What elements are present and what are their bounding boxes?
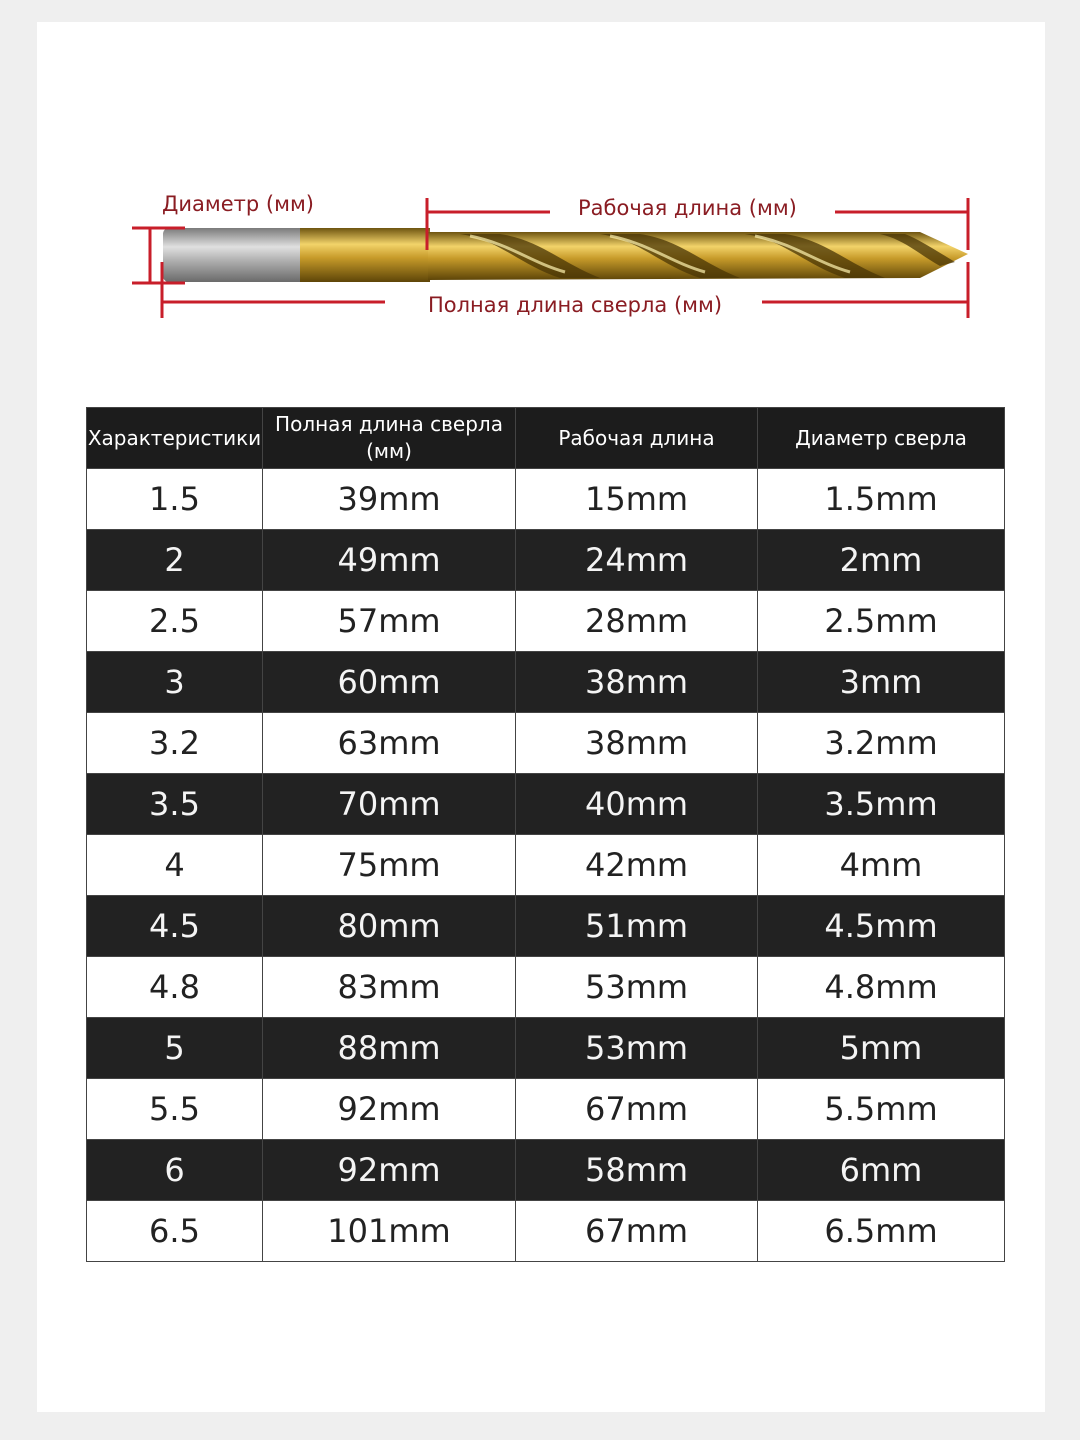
table-row (87, 1079, 1005, 1140)
cell-total-length: 57mm (263, 591, 516, 652)
header-total-length: Полная длина сверла (мм) (263, 408, 516, 469)
cell-size: 6 (87, 1140, 263, 1201)
table-row (87, 469, 1005, 530)
cell-diameter: 6.5mm (758, 1201, 1005, 1262)
cell-working-length: 67mm (516, 1201, 758, 1262)
header-diameter: Диаметр сверла (758, 408, 1005, 469)
working-length-label: Рабочая длина (мм) (578, 196, 797, 220)
cell-size: 2.5 (87, 591, 263, 652)
table-row (87, 1201, 1005, 1262)
header-working-length: Рабочая длина (516, 408, 758, 469)
cell-total-length: 101mm (263, 1201, 516, 1262)
header-characteristics: Характеристики (87, 408, 263, 469)
cell-size: 4.8 (87, 957, 263, 1018)
table-row (87, 957, 1005, 1018)
cell-diameter: 2.5mm (758, 591, 1005, 652)
cell-diameter: 3.5mm (758, 774, 1005, 835)
cell-total-length: 92mm (263, 1079, 516, 1140)
table-row (87, 713, 1005, 774)
table-row (87, 1018, 1005, 1079)
cell-working-length: 67mm (516, 1079, 758, 1140)
cell-size: 3.2 (87, 713, 263, 774)
table-row (87, 774, 1005, 835)
cell-working-length: 51mm (516, 896, 758, 957)
table-row (87, 1140, 1005, 1201)
table-row (87, 652, 1005, 713)
total-length-label: Полная длина сверла (мм) (428, 293, 723, 317)
cell-working-length: 42mm (516, 835, 758, 896)
table-row (87, 896, 1005, 957)
cell-working-length: 38mm (516, 652, 758, 713)
cell-working-length: 53mm (516, 957, 758, 1018)
cell-diameter: 2mm (758, 530, 1005, 591)
cell-diameter: 4.5mm (758, 896, 1005, 957)
cell-total-length: 63mm (263, 713, 516, 774)
drill-shank (163, 228, 308, 282)
table-header-row (87, 408, 1005, 469)
cell-total-length: 70mm (263, 774, 516, 835)
diameter-label: Диаметр (мм) (162, 192, 314, 216)
cell-diameter: 5.5mm (758, 1079, 1005, 1140)
cell-working-length: 38mm (516, 713, 758, 774)
drill-spec-table (86, 407, 1005, 1262)
cell-working-length: 24mm (516, 530, 758, 591)
cell-total-length: 80mm (263, 896, 516, 957)
table-row (87, 835, 1005, 896)
cell-working-length: 58mm (516, 1140, 758, 1201)
cell-working-length: 53mm (516, 1018, 758, 1079)
cell-diameter: 3mm (758, 652, 1005, 713)
cell-diameter: 4.8mm (758, 957, 1005, 1018)
cell-size: 4.5 (87, 896, 263, 957)
drill-body (300, 228, 968, 282)
cell-working-length: 15mm (516, 469, 758, 530)
cell-total-length: 83mm (263, 957, 516, 1018)
cell-size: 6.5 (87, 1201, 263, 1262)
table-row (87, 591, 1005, 652)
table-row (87, 530, 1005, 591)
cell-diameter: 1.5mm (758, 469, 1005, 530)
cell-diameter: 3.2mm (758, 713, 1005, 774)
cell-diameter: 5mm (758, 1018, 1005, 1079)
cell-size: 3.5 (87, 774, 263, 835)
cell-total-length: 88mm (263, 1018, 516, 1079)
cell-total-length: 49mm (263, 530, 516, 591)
cell-diameter: 6mm (758, 1140, 1005, 1201)
cell-diameter: 4mm (758, 835, 1005, 896)
cell-total-length: 39mm (263, 469, 516, 530)
cell-total-length: 92mm (263, 1140, 516, 1201)
cell-size: 5 (87, 1018, 263, 1079)
cell-size: 1.5 (87, 469, 263, 530)
cell-size: 4 (87, 835, 263, 896)
cell-working-length: 28mm (516, 591, 758, 652)
cell-size: 3 (87, 652, 263, 713)
cell-size: 5.5 (87, 1079, 263, 1140)
cell-total-length: 60mm (263, 652, 516, 713)
cell-total-length: 75mm (263, 835, 516, 896)
cell-size: 2 (87, 530, 263, 591)
cell-working-length: 40mm (516, 774, 758, 835)
